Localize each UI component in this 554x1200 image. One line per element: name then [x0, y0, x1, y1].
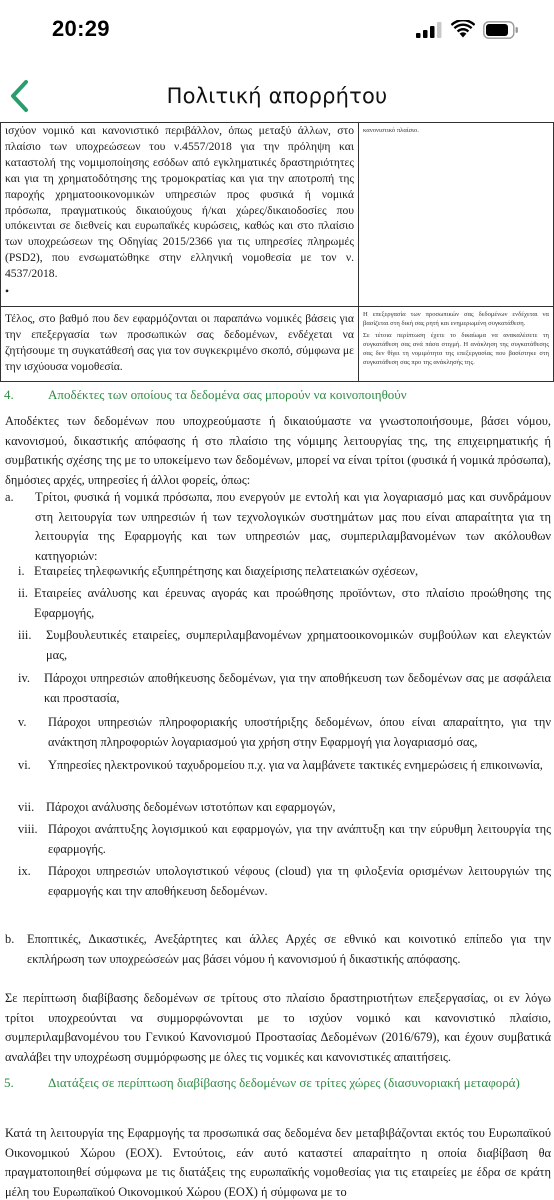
section-4-heading: [4, 386, 407, 403]
list-item-text: Τρίτοι, φυσικά ή νομικά πρόσωπα, που ενεργούν με εντολή και για λογαριασμό μας και συνδράμουν στη λειτουργία των υπηρεσιών ή των τεχνολογικών συστημάτων μας που είναι απαραίτητα για τη λειτουργία της Εφαρμογής και των υπηρεσιών μας, συμπεριλαμβανομένων των ακόλουθων κατηγοριών:: [35, 490, 551, 563]
section-number: 5.: [4, 1075, 14, 1090]
page-title: Πολιτική απορρήτου: [166, 84, 388, 108]
cellular-signal-icon: [416, 22, 442, 38]
table-cell-text: ισχύον νομικό και κανονιστικό περιβάλλον, όπως μεταξύ άλλων, στο πλαίσιο των υποχρεώσεων του ν.4557/2018 για την πρόληψη και καταστολή της νομιμοποίησης εσόδων από εγκληματικές δραστηριότητες και για τη χρηματοδότησης της τρομοκρατίας και για την αποτροπή της παροχής χρηματοοικονομικών υπηρεσιών προς φυσικά ή νομικά πρόσωπα, πραγματικούς δικαιούχους ή/και χώρες/δικαιοδοσίες που υπόκεινται σε διεθνείς και ευρωπαϊκές κυρώσεις, καθώς και στο πλαίσιο των υποχρεώσεων της Οδηγίας 2015/2366 για τις υπηρεσίες πληρωμές (PSD2), που ενσωματώθηκε στην ελληνική νομοθεσία με τον ν. 4537/2018.: [5, 124, 354, 281]
list-item-label: iv.: [18, 671, 30, 685]
list-item-label: v.: [18, 715, 27, 729]
list-item: [18, 584, 551, 623]
section-5-intro: Κατά τη λειτουργία της Εφαρμογής τα προσωπικά σας δεδομένα δεν μεταβιβάζονται εκτός του Ευρωπαϊκού Οικονομικού Χώρου (ΕΟΧ). Εντούτοις, εάν αυτό καταστεί απαραίτητο η οποία διαβίβαση θα πραγματοποιηθεί σύμφωνα με τις διατάξεις της ευρωπαϊκής νομοθεσίας για τις εταιρείες με έδρα σε κράτη μέλη του Ευρωπαϊκού Οικονομικού Χώρου (ΕΟΧ) ή σύμφωνα με το: [5, 1126, 551, 1199]
wifi-icon: [451, 20, 475, 38]
list-item: [18, 862, 551, 901]
table-cell: [359, 123, 554, 307]
table-row: [1, 123, 554, 307]
list-item-text: Πάροχοι υπηρεσιών υπολογιστικού νέφους (cloud) για τη φιλοξενία ορισμένων λειτουργιών της εφαρμογής και την αποθήκευση δεδομένων.: [48, 864, 551, 898]
section-title: Διατάξεις σε περίπτωση διαβίβασης δεδομένων σε τρίτες χώρες (διασυνοριακή μεταφορά): [48, 1075, 520, 1090]
list-item-label: a.: [5, 490, 14, 504]
list-item-text: Πάροχοι ανάλυσης δεδομένων ιστοτόπων και εφαρμογών,: [46, 800, 336, 814]
table-cell-text: Σε τέτοια περίπτωση έχετε το δικαίωμα να ανακαλέσετε τη συγκατάθεση σας ανά πάσα στιγμή. Η ανάκληση της συγκατάθεσης σας δεν θίγει τη νομιμότητα της επεξεργασίας που βασίστηκε στη συγκατάθεση σας προ της ανάκλησής της.: [363, 331, 549, 366]
status-time: 20:29: [52, 16, 110, 41]
table-cell: [359, 306, 554, 381]
list-item: [18, 756, 551, 776]
policy-document[interactable]: [0, 122, 554, 1200]
table-row: [1, 306, 554, 381]
list-item: [18, 713, 551, 752]
status-bar: [0, 0, 554, 62]
list-item: [18, 669, 551, 708]
list-item-label: vi.: [18, 758, 31, 772]
table-cell: [1, 306, 359, 381]
section-4-closing: Σε περίπτωση διαβίβασης δεδομένων σε τρίτους στο πλαίσιο δραστηριοτήτων επεξεργασίας, οι εν λόγω τρίτοι υποχρεούνται να συμμορφώνονται με το ισχύον νομικό και κανονιστικό πλαίσιο, συμπεριλαμβανομένου του Γενικού Κανονισμού Προστασίας Δεδομένων (2016/679), και έχουν συμβατικά αναλάβει την υποχρέωση συμμόρφωσης με όλες τις νομικές και κανονιστικές απαιτήσεις.: [5, 991, 551, 1064]
list-item: [18, 562, 551, 582]
list-item-text: Πάροχοι υπηρεσιών πληροφοριακής υποστήριξης δεδομένων, όπου είναι απαραίτητο, για την ανάκτηση πληροφοριών λογαριασμού για χρήση στην Εφαρμογή για λογαριασμό σας,: [48, 715, 551, 749]
list-item: [5, 930, 551, 969]
table-cell-text: Η επεξεργασία των προσωπικών σας δεδομένων ενδέχεται να βασίζεται στη δική σας ρητή και ενημερωμένη συγκατάθεση.: [363, 310, 549, 327]
nav-header: [0, 62, 554, 128]
list-item-text: Υπηρεσίες ηλεκτρονικού ταχυδρομείου π.χ. για να λαμβάνετε τακτικές ενημερώσεις ή επικοινωνία,: [48, 758, 543, 772]
list-item-label: ii.: [18, 586, 28, 600]
bullet: •: [5, 285, 10, 299]
list-item-text: Πάροχοι υπηρεσιών αποθήκευσης δεδομένων, για την αποθήκευση των δεδομένων σας με ασφάλεια και προστασία,: [44, 671, 551, 705]
list-item-text: Πάροχοι ανάπτυξης λογισμικού και εφαρμογών, για την ανάπτυξη και την εύρυθμη λειτουργία της εφαρμογής.: [48, 822, 551, 856]
list-item-label: ix.: [18, 864, 31, 878]
list-item-label: b.: [5, 932, 15, 946]
list-item-label: viii.: [18, 822, 38, 836]
list-item-text: Εταιρείες ανάλυσης και έρευνας αγοράς και προώθησης προϊόντων, στο πλαίσιο προώθησης της Εφαρμογής,: [34, 586, 551, 620]
section-title: Αποδέκτες των οποίους τα δεδομένα σας μπορούν να κοινοποιηθούν: [48, 387, 407, 402]
list-item-label: i.: [18, 564, 25, 578]
legal-basis-table: [0, 122, 554, 382]
list-item: [5, 488, 551, 566]
table-cell-text: κανονιστικό πλαίσιο.: [363, 127, 419, 134]
list-item-text: Εποπτικές, Δικαστικές, Ανεξάρτητες και άλλες Αρχές σε εθνικό και κοινοτικό επίπεδο για την εκπλήρωση των υποχρεώσεών μας βάσει νόμου ή κανονισμού ή δικαστικής απόφασης.: [27, 932, 551, 966]
table-cell: [1, 123, 359, 307]
list-item-label: vii.: [18, 800, 35, 814]
section-5-heading: [4, 1074, 550, 1091]
list-item-text: Συμβουλευτικές εταιρείες, συμπεριλαμβανομένων χρηματοοικονομικών συμβούλων και ελεγκτών μας,: [46, 628, 551, 662]
battery-icon: [483, 21, 519, 39]
list-item-text: Εταιρείες τηλεφωνικής εξυπηρέτησης και διαχείρισης πελατειακών σχέσεων,: [34, 564, 419, 578]
section-number: 4.: [4, 387, 14, 402]
table-cell-text: Τέλος, στο βαθμό που δεν εφαρμόζονται οι παραπάνω νομικές βάσεις για την επεξεργασία των προσωπικών σας δεδομένων, ενδέχεται να ζητήσουμε τη συγκατάθεσή σας για τον συγκεκριμένο σκοπό, σύμφωνα με την ισχύουσα νομοθεσία.: [5, 311, 354, 373]
list-item: [18, 798, 551, 818]
list-item-label: iii.: [18, 628, 32, 642]
list-item: [18, 820, 551, 859]
section-4-intro: Αποδέκτες των δεδομένων που υποχρεούμαστε ή δικαιούμαστε να γνωστοποιήσουμε, βάσει νόμου, κανονισμού, δικαστικής απόφασης ή στο πλαίσιο της νόμιμης λειτουργίας της, της επιχειρηματικής ή συμβατικής σχέσης της με το υποκείμενο των δεδομένων, μπορεί να είναι τρίτοι (φυσικά ή νομικά πρόσωπα), δημόσιες αρχές, υπηρεσίες ή άλλοι φορείς, όπως:: [5, 414, 551, 487]
list-item: [18, 626, 551, 665]
